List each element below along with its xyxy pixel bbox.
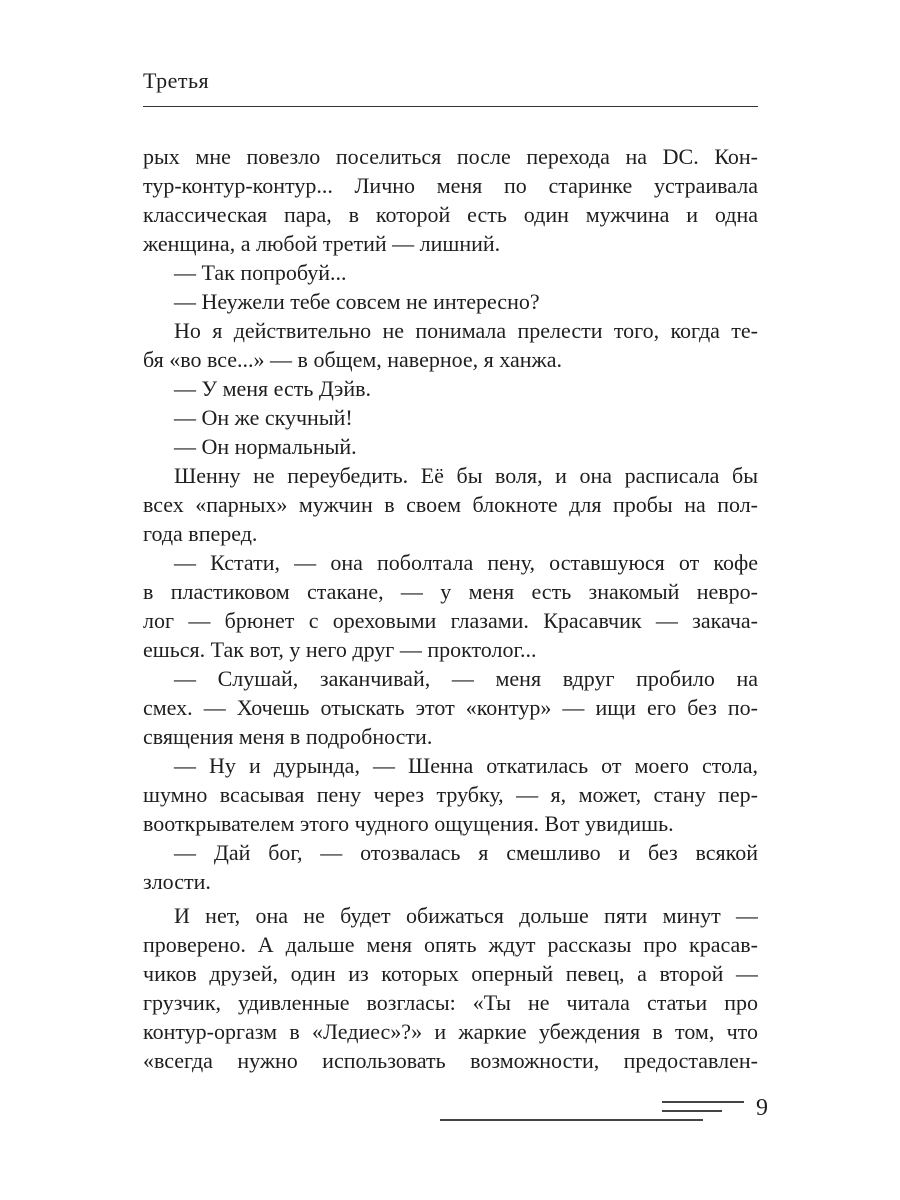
text-line: грузчик, удивленные возгласы: «Ты не читала статьи про — [143, 990, 758, 1015]
running-header: Третья — [143, 68, 210, 93]
header-rule — [143, 106, 758, 107]
text-line: — Ну и дурында, — Шенна откатилась от моего стола, — [174, 753, 758, 778]
text-line: проверено. А дальше меня опять ждут рассказы про красав- — [143, 932, 758, 957]
text-line: Шенну не переубедить. Её бы воля, и она расписала бы — [174, 463, 758, 488]
text-line: смех. — Хочешь отыскать этот «контур» — ищи его без по- — [143, 695, 758, 720]
text-line: злости. — [143, 869, 211, 894]
text-line: всех «парных» мужчин в своем блокноте для пробы на пол- — [143, 492, 758, 517]
text-line: лог — брюнет с ореховыми глазами. Красавчик — закача- — [143, 608, 758, 633]
text-line: — Так попробуй... — [174, 260, 347, 285]
text-line: — Он же скучный! — [174, 405, 353, 430]
text-line: в пластиковом стакане, — у меня есть знакомый невро- — [143, 579, 758, 604]
body-text — [143, 142, 758, 1075]
text-line: ешься. Так вот, у него друг — проктолог... — [143, 637, 537, 662]
text-line: — Неужели тебе совсем не интересно? — [174, 289, 540, 314]
text-line: священия меня в подробности. — [143, 724, 433, 749]
footer-rule-2 — [662, 1110, 722, 1112]
text-line: классическая пара, в которой есть один мужчина и одна — [143, 202, 758, 227]
text-line: «всегда нужно использовать возможности, предоставлен- — [143, 1048, 758, 1073]
text-line: женщина, а любой третий — лишний. — [143, 231, 501, 256]
page-number: 9 — [756, 1095, 768, 1121]
text-line: шумно всасывая пену через трубку, — я, может, стану пер- — [143, 782, 758, 807]
text-line: Но я действительно не понимала прелести того, когда те- — [174, 318, 758, 343]
text-line: — Он нормальный. — [174, 434, 357, 459]
text-line: — Слушай, заканчивай, — меня вдруг пробило на — [174, 666, 758, 691]
text-line: И нет, она не будет обижаться дольше пяти минут — — [174, 903, 758, 928]
text-line: — У меня есть Дэйв. — [174, 376, 371, 401]
text-line: чиков друзей, один из которых оперный певец, а второй — — [143, 961, 758, 986]
text-line: вооткрывателем этого чудного ощущения. Вот увидишь. — [143, 811, 674, 836]
footer-rule-1 — [662, 1101, 744, 1103]
text-line: рых мне повезло поселиться после перехода на DC. Кон- — [143, 144, 758, 169]
text-line: бя «во все...» — в общем, наверное, я ханжа. — [143, 347, 562, 372]
text-line: — Дай бог, — отозвалась я смешливо и без всякой — [174, 840, 758, 865]
footer-rule-3 — [440, 1119, 703, 1121]
text-line: — Кстати, — она поболтала пену, оставшуюся от кофе — [174, 550, 758, 575]
text-line: года вперед. — [143, 521, 258, 546]
text-line: контур-оргазм в «Ледиес»?» и жаркие убеждения в том, что — [143, 1019, 758, 1044]
text-line: тур-контур-контур... Лично меня по старинке устраивала — [143, 173, 758, 198]
